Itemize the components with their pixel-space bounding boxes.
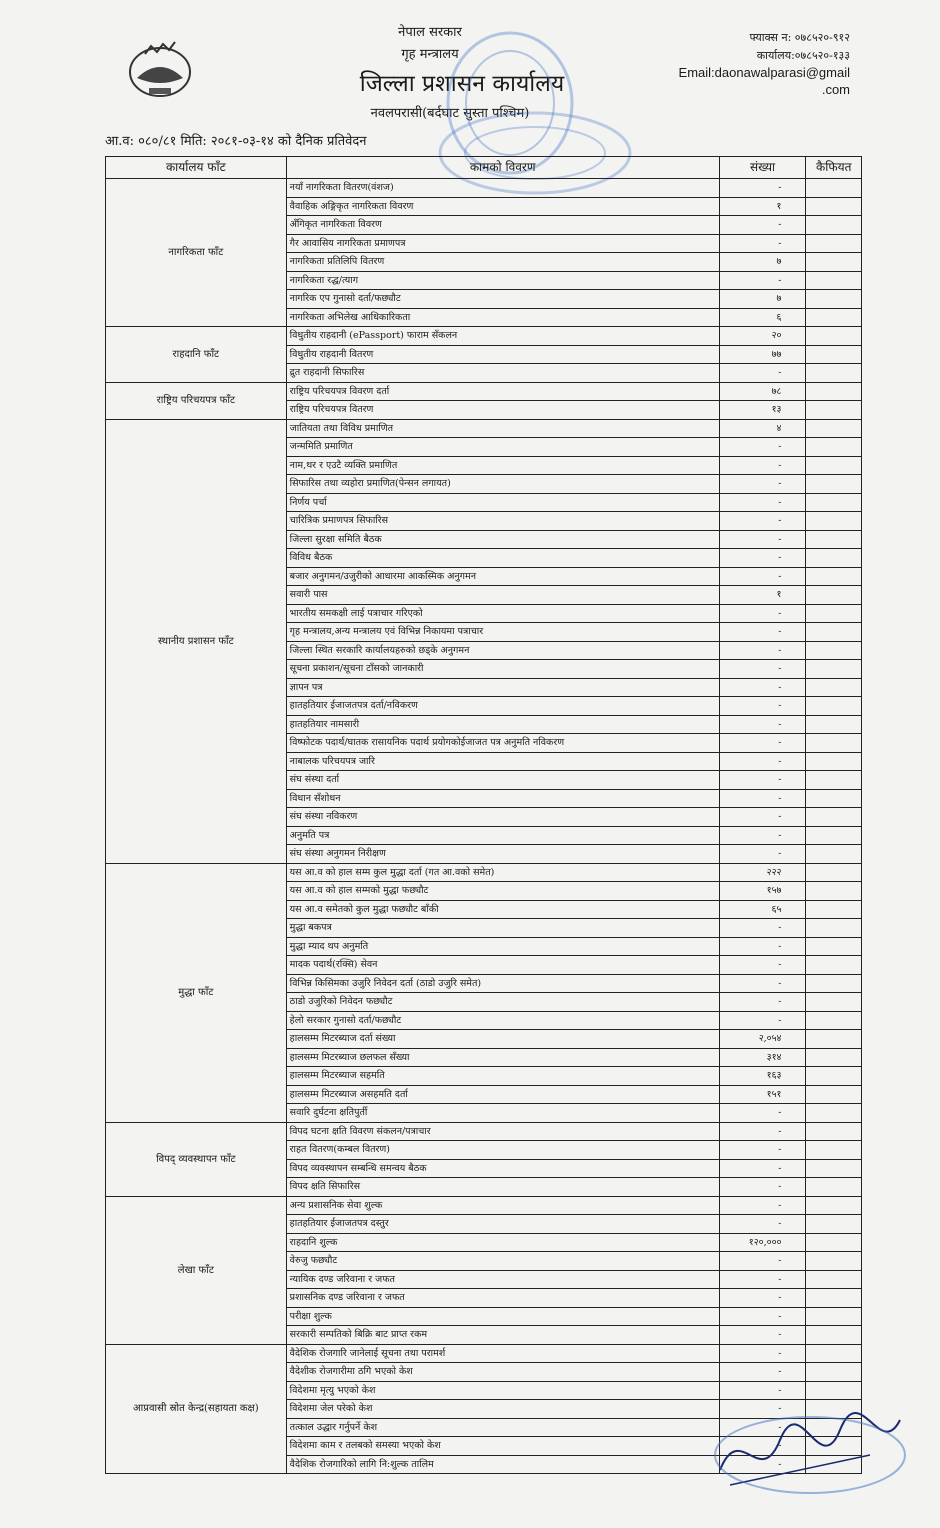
- task-description: विष्फोटक पदार्थ/घातक रासायनिक पदार्थ प्रयोगकोईजाजत पत्र अनुमति नविकरण: [286, 734, 719, 753]
- task-remarks: [806, 734, 862, 753]
- task-description: हातहतियार नामसारी: [286, 715, 719, 734]
- task-description: नागरिकता प्रतिलिपि वितरण: [286, 253, 719, 272]
- task-remarks: [806, 493, 862, 512]
- task-description: सरकारी सम्पतिको बिक्रि बाट प्राप्त रकम: [286, 1326, 719, 1345]
- task-count: १६३: [719, 1067, 806, 1086]
- task-remarks: [806, 808, 862, 827]
- task-count: -: [719, 216, 806, 235]
- task-count: -: [719, 1400, 806, 1419]
- task-count: -: [719, 1363, 806, 1382]
- section-name: राष्ट्रिय परिचयपत्र फाँट: [106, 382, 287, 419]
- office-title: जिल्ला प्रशासन कार्यालय: [359, 71, 565, 97]
- task-count: -: [719, 845, 806, 864]
- section-name: मुद्धा फाँट: [106, 863, 287, 1122]
- task-count: १: [719, 586, 806, 605]
- task-description: विधुतीय राहदानी वितरण: [286, 345, 719, 364]
- task-remarks: [806, 1067, 862, 1086]
- task-description: संघ संस्था दर्ता: [286, 771, 719, 790]
- task-count: १३: [719, 401, 806, 420]
- task-description: राहत वितरण(कम्बल वितरण): [286, 1141, 719, 1160]
- task-remarks: [806, 697, 862, 716]
- col-section: कार्यालय फाँट: [106, 157, 287, 179]
- task-count: -: [719, 974, 806, 993]
- task-description: हालसम्म मिटरब्याज छलफल सँख्या: [286, 1048, 719, 1067]
- task-remarks: [806, 1326, 862, 1345]
- task-remarks: [806, 993, 862, 1012]
- task-remarks: [806, 660, 862, 679]
- task-remarks: [806, 290, 862, 309]
- task-count: -: [719, 493, 806, 512]
- task-remarks: [806, 512, 862, 531]
- task-description: विविध बैठक: [286, 549, 719, 568]
- ministry-name: गृह मन्त्रालय: [401, 47, 459, 62]
- section-name: स्थानीय प्रशासन फाँट: [106, 419, 287, 863]
- task-description: मुद्धा म्याद थप अनुमति: [286, 937, 719, 956]
- task-description: निर्णय पर्चा: [286, 493, 719, 512]
- task-count: -: [719, 271, 806, 290]
- task-count: -: [719, 660, 806, 679]
- task-count: -: [719, 456, 806, 475]
- task-description: परीक्षा शुल्क: [286, 1307, 719, 1326]
- task-remarks: [806, 567, 862, 586]
- task-remarks: [806, 530, 862, 549]
- task-remarks: [806, 216, 862, 235]
- task-count: -: [719, 438, 806, 457]
- task-description: नागरिक एप गुनासो दर्ता/फछ्यौट: [286, 290, 719, 309]
- task-remarks: [806, 1141, 862, 1160]
- task-description: विधुतीय राहदानी (ePassport) फाराम सँकलन: [286, 327, 719, 346]
- task-count: २०: [719, 327, 806, 346]
- task-remarks: [806, 863, 862, 882]
- email-line-2: .com: [821, 82, 850, 97]
- task-description: मुद्धा बकपत्र: [286, 919, 719, 938]
- task-count: -: [719, 604, 806, 623]
- task-count: २,०५४: [719, 1030, 806, 1049]
- task-description: सूचना प्रकाशन/सूचना टाँसको जानकारी: [286, 660, 719, 679]
- task-remarks: [806, 364, 862, 383]
- task-description: संघ संस्था अनुगमन निरीक्षण: [286, 845, 719, 864]
- task-remarks: [806, 1178, 862, 1197]
- task-count: -: [719, 1011, 806, 1030]
- task-count: -: [719, 1418, 806, 1437]
- table-row: [106, 419, 862, 438]
- col-description: कामको विवरण: [286, 157, 719, 179]
- table-row: [106, 1344, 862, 1363]
- task-remarks: [806, 937, 862, 956]
- task-description: चारित्रिक प्रमाणपत्र सिफारिस: [286, 512, 719, 531]
- task-count: -: [719, 179, 806, 198]
- task-remarks: [806, 826, 862, 845]
- daily-report-table: [105, 156, 862, 1474]
- task-description: अँगिकृत नागरिकता विवरण: [286, 216, 719, 235]
- task-count: -: [719, 789, 806, 808]
- task-count: १५१: [719, 1085, 806, 1104]
- task-description: द्रुत राहदानी सिफारिस: [286, 364, 719, 383]
- task-count: -: [719, 956, 806, 975]
- task-remarks: [806, 382, 862, 401]
- task-description: वेरुजु फछ्यौट: [286, 1252, 719, 1271]
- task-count: -: [719, 623, 806, 642]
- table-body: [106, 179, 862, 1474]
- task-description: प्रशासनिक दण्ड जरिवाना र जफत: [286, 1289, 719, 1308]
- task-count: -: [719, 1252, 806, 1271]
- task-description: ज्ञापन पत्र: [286, 678, 719, 697]
- task-remarks: [806, 678, 862, 697]
- task-remarks: [806, 253, 862, 272]
- task-description: जिल्ला सुरक्षा समिति बैठक: [286, 530, 719, 549]
- task-count: १२०,०००: [719, 1233, 806, 1252]
- signature-with-stamp: [700, 1400, 920, 1500]
- table-row: [106, 1196, 862, 1215]
- task-remarks: [806, 456, 862, 475]
- task-count: -: [719, 567, 806, 586]
- task-count: -: [719, 808, 806, 827]
- office-location: नवलपरासी(बर्दघाट सुस्ता पश्चिम): [370, 106, 530, 121]
- task-remarks: [806, 419, 862, 438]
- task-remarks: [806, 623, 862, 642]
- task-description: नाम,थर र एउटै व्यक्ति प्रमाणित: [286, 456, 719, 475]
- task-count: ७८: [719, 382, 806, 401]
- task-description: सवारि दुर्घटना क्षतिपुर्ती: [286, 1104, 719, 1123]
- task-remarks: [806, 475, 862, 494]
- task-count: -: [719, 715, 806, 734]
- task-remarks: [806, 752, 862, 771]
- task-remarks: [806, 1011, 862, 1030]
- report-title: आ.व: ०८०/८१ मिति: २०८१-०३-१४ को दैनिक प्रतिवेदन: [105, 134, 367, 149]
- task-remarks: [806, 919, 862, 938]
- task-description: राष्ट्रिय परिचयपत्र वितरण: [286, 401, 719, 420]
- task-description: गृह मन्त्रालय,अन्य मन्त्रालय एवं विभिन्न निकायमा पत्राचार: [286, 623, 719, 642]
- task-count: -: [719, 1344, 806, 1363]
- task-remarks: [806, 308, 862, 327]
- task-description: विदेशमा काम र तलबको समस्या भएको केश: [286, 1437, 719, 1456]
- email-address: [679, 64, 850, 98]
- task-description: वैवाहिक अङ्गिकृत नागरिकता विवरण: [286, 197, 719, 216]
- office-phone: कार्यालय:०७८५२०-१३३: [756, 49, 850, 62]
- task-count: -: [719, 641, 806, 660]
- task-count: ३१४: [719, 1048, 806, 1067]
- task-description: हातहतियार ईजाजतपत्र दस्तुर: [286, 1215, 719, 1234]
- task-description: सवारी पास: [286, 586, 719, 605]
- task-description: संघ संस्था नविकरण: [286, 808, 719, 827]
- task-count: ४: [719, 419, 806, 438]
- task-remarks: [806, 1344, 862, 1363]
- task-count: ७७: [719, 345, 806, 364]
- task-remarks: [806, 789, 862, 808]
- task-count: -: [719, 1381, 806, 1400]
- task-count: २२२: [719, 863, 806, 882]
- task-remarks: [806, 1270, 862, 1289]
- task-count: -: [719, 1215, 806, 1234]
- section-name: नागरिकता फाँट: [106, 179, 287, 327]
- task-count: -: [719, 993, 806, 1012]
- task-remarks: [806, 1122, 862, 1141]
- task-description: गैर आवासिय नागरिकता प्रमाणपत्र: [286, 234, 719, 253]
- task-remarks: [806, 549, 862, 568]
- task-description: सिफारिस तथा व्यहोरा प्रमाणित(पेन्सन लगायत): [286, 475, 719, 494]
- task-description: अनुमति पत्र: [286, 826, 719, 845]
- task-description: विपद घटना क्षति विवरण संकलन/पत्राचार: [286, 1122, 719, 1141]
- task-description: राष्ट्रिय परिचयपत्र विवरण दर्ता: [286, 382, 719, 401]
- task-description: हालसम्म मिटरब्याज दर्ता संख्या: [286, 1030, 719, 1049]
- task-description: तत्काल उद्धार गर्नुपर्ने केश: [286, 1418, 719, 1437]
- task-count: -: [719, 1178, 806, 1197]
- task-remarks: [806, 586, 862, 605]
- task-description: जन्ममिति प्रमाणित: [286, 438, 719, 457]
- task-description: भारतीय समकक्षी लाई पत्राचार गरिएको: [286, 604, 719, 623]
- fax-number: फ्याक्स न: ०७८५२०-९१२: [749, 31, 850, 44]
- gov-name: नेपाल सरकार: [398, 25, 462, 40]
- task-description: न्यायिक दण्ड जरिवाना र जफत: [286, 1270, 719, 1289]
- task-count: -: [719, 826, 806, 845]
- task-description: विधान सँशोधन: [286, 789, 719, 808]
- task-description: यस आ.व को हाल सम्म कुल मुद्धा दर्ता (गत आ.वको समेत): [286, 863, 719, 882]
- task-description: विभिन्न किसिमका उजुरि निवेदन दर्ता (ठाडो उजुरि समेत): [286, 974, 719, 993]
- task-count: -: [719, 1141, 806, 1160]
- task-remarks: [806, 234, 862, 253]
- task-remarks: [806, 604, 862, 623]
- task-description: नागरिकता अभिलेख आधिकारिकता: [286, 308, 719, 327]
- task-remarks: [806, 1159, 862, 1178]
- task-count: -: [719, 734, 806, 753]
- task-count: -: [719, 1270, 806, 1289]
- table-row: [106, 1122, 862, 1141]
- table-row: [106, 179, 862, 198]
- task-count: -: [719, 937, 806, 956]
- task-remarks: [806, 1381, 862, 1400]
- task-count: -: [719, 1437, 806, 1456]
- task-count: ६५: [719, 900, 806, 919]
- task-count: ६: [719, 308, 806, 327]
- task-description: नागरिकता रद्ध/त्याग: [286, 271, 719, 290]
- task-count: -: [719, 234, 806, 253]
- section-name: आप्रवासी स्रोत केन्द्र(सहायता कक्ष): [106, 1344, 287, 1474]
- task-remarks: [806, 1252, 862, 1271]
- section-name: राहदानि फाँट: [106, 327, 287, 383]
- table-header-row: [106, 157, 862, 179]
- task-remarks: [806, 271, 862, 290]
- task-remarks: [806, 1233, 862, 1252]
- task-description: हालसम्म मिटरब्याज सहमति: [286, 1067, 719, 1086]
- task-count: -: [719, 1122, 806, 1141]
- task-remarks: [806, 1363, 862, 1382]
- task-count: -: [719, 1289, 806, 1308]
- task-description: जिल्ला स्थित सरकारि कार्यालयहरुको छड्के अनुगमन: [286, 641, 719, 660]
- task-count: -: [719, 1307, 806, 1326]
- task-description: विदेशमा जेल परेको केश: [286, 1400, 719, 1419]
- task-count: -: [719, 1159, 806, 1178]
- task-remarks: [806, 1215, 862, 1234]
- table-row: [106, 327, 862, 346]
- task-description: विपद क्षति सिफारिस: [286, 1178, 719, 1197]
- task-count: -: [719, 919, 806, 938]
- task-remarks: [806, 1048, 862, 1067]
- section-name: लेखा फाँट: [106, 1196, 287, 1344]
- task-remarks: [806, 1307, 862, 1326]
- email-line-1: Email:daonawalparasi@gmail: [678, 65, 850, 80]
- task-count: -: [719, 1196, 806, 1215]
- task-remarks: [806, 197, 862, 216]
- task-remarks: [806, 845, 862, 864]
- task-remarks: [806, 641, 862, 660]
- task-description: जातियता तथा विविध प्रमाणित: [286, 419, 719, 438]
- task-count: १: [719, 197, 806, 216]
- task-description: विदेशमा मृत्यु भएको केश: [286, 1381, 719, 1400]
- task-count: -: [719, 697, 806, 716]
- task-remarks: [806, 1104, 862, 1123]
- task-count: -: [719, 475, 806, 494]
- task-remarks: [806, 1085, 862, 1104]
- task-description: अन्य प्रशासनिक सेवा शुल्क: [286, 1196, 719, 1215]
- task-count: -: [719, 771, 806, 790]
- table-row: [106, 382, 862, 401]
- task-description: नयाँ नागरिकता वितरण(वंशज): [286, 179, 719, 198]
- table-row: [106, 863, 862, 882]
- task-remarks: [806, 401, 862, 420]
- task-remarks: [806, 715, 862, 734]
- task-description: यस आ.व समेतको कुल मुद्धा फछ्यौट बाँकी: [286, 900, 719, 919]
- section-name: विपद् व्यवस्थापन फाँट: [106, 1122, 287, 1196]
- task-remarks: [806, 771, 862, 790]
- task-description: नाबालक परिचयपत्र जारि: [286, 752, 719, 771]
- task-remarks: [806, 956, 862, 975]
- task-remarks: [806, 1030, 862, 1049]
- task-count: १५७: [719, 882, 806, 901]
- task-description: विपद व्यवस्थापन सम्बन्धि समन्वय बैठक: [286, 1159, 719, 1178]
- task-remarks: [806, 179, 862, 198]
- col-remarks: कैफियत: [806, 157, 862, 179]
- task-count: ७: [719, 290, 806, 309]
- task-description: हेलो सरकार गुनासो दर्ता/फछ्यौट: [286, 1011, 719, 1030]
- task-count: -: [719, 752, 806, 771]
- task-remarks: [806, 438, 862, 457]
- task-description: बजार अनुगमन/उजुरीको आधारमा आकस्मिक अनुगमन: [286, 567, 719, 586]
- task-remarks: [806, 345, 862, 364]
- task-remarks: [806, 1289, 862, 1308]
- task-description: वैदेशिक रोजगारि जानेलाई सूचना तथा परामर्श: [286, 1344, 719, 1363]
- task-remarks: [806, 974, 862, 993]
- col-count: संख्या: [719, 157, 806, 179]
- task-description: मादक पदार्थ(रक्सि) सेवन: [286, 956, 719, 975]
- task-count: -: [719, 1455, 806, 1474]
- task-remarks: [806, 882, 862, 901]
- task-description: ठाडो उजुरिको निवेदन फछ्यौट: [286, 993, 719, 1012]
- task-count: -: [719, 364, 806, 383]
- task-count: -: [719, 530, 806, 549]
- task-description: हालसम्म मिटरब्याज असहमति दर्ता: [286, 1085, 719, 1104]
- task-description: हातहतियार ईजाजतपत्र दर्ता/नविकरण: [286, 697, 719, 716]
- task-description: वैदेशीक रोजगारीमा ठगि भएको केश: [286, 1363, 719, 1382]
- task-description: राहदानि शुल्क: [286, 1233, 719, 1252]
- task-remarks: [806, 900, 862, 919]
- task-count: -: [719, 1104, 806, 1123]
- task-description: वैदेशिक रोजगारिको लागि नि:शुल्क तालिम: [286, 1455, 719, 1474]
- task-remarks: [806, 327, 862, 346]
- task-remarks: [806, 1196, 862, 1215]
- task-count: -: [719, 549, 806, 568]
- task-description: यस आ.व को हाल सम्मको मुद्धा फछ्यौट: [286, 882, 719, 901]
- task-count: -: [719, 678, 806, 697]
- task-count: -: [719, 512, 806, 531]
- task-count: -: [719, 1326, 806, 1345]
- task-count: ७: [719, 253, 806, 272]
